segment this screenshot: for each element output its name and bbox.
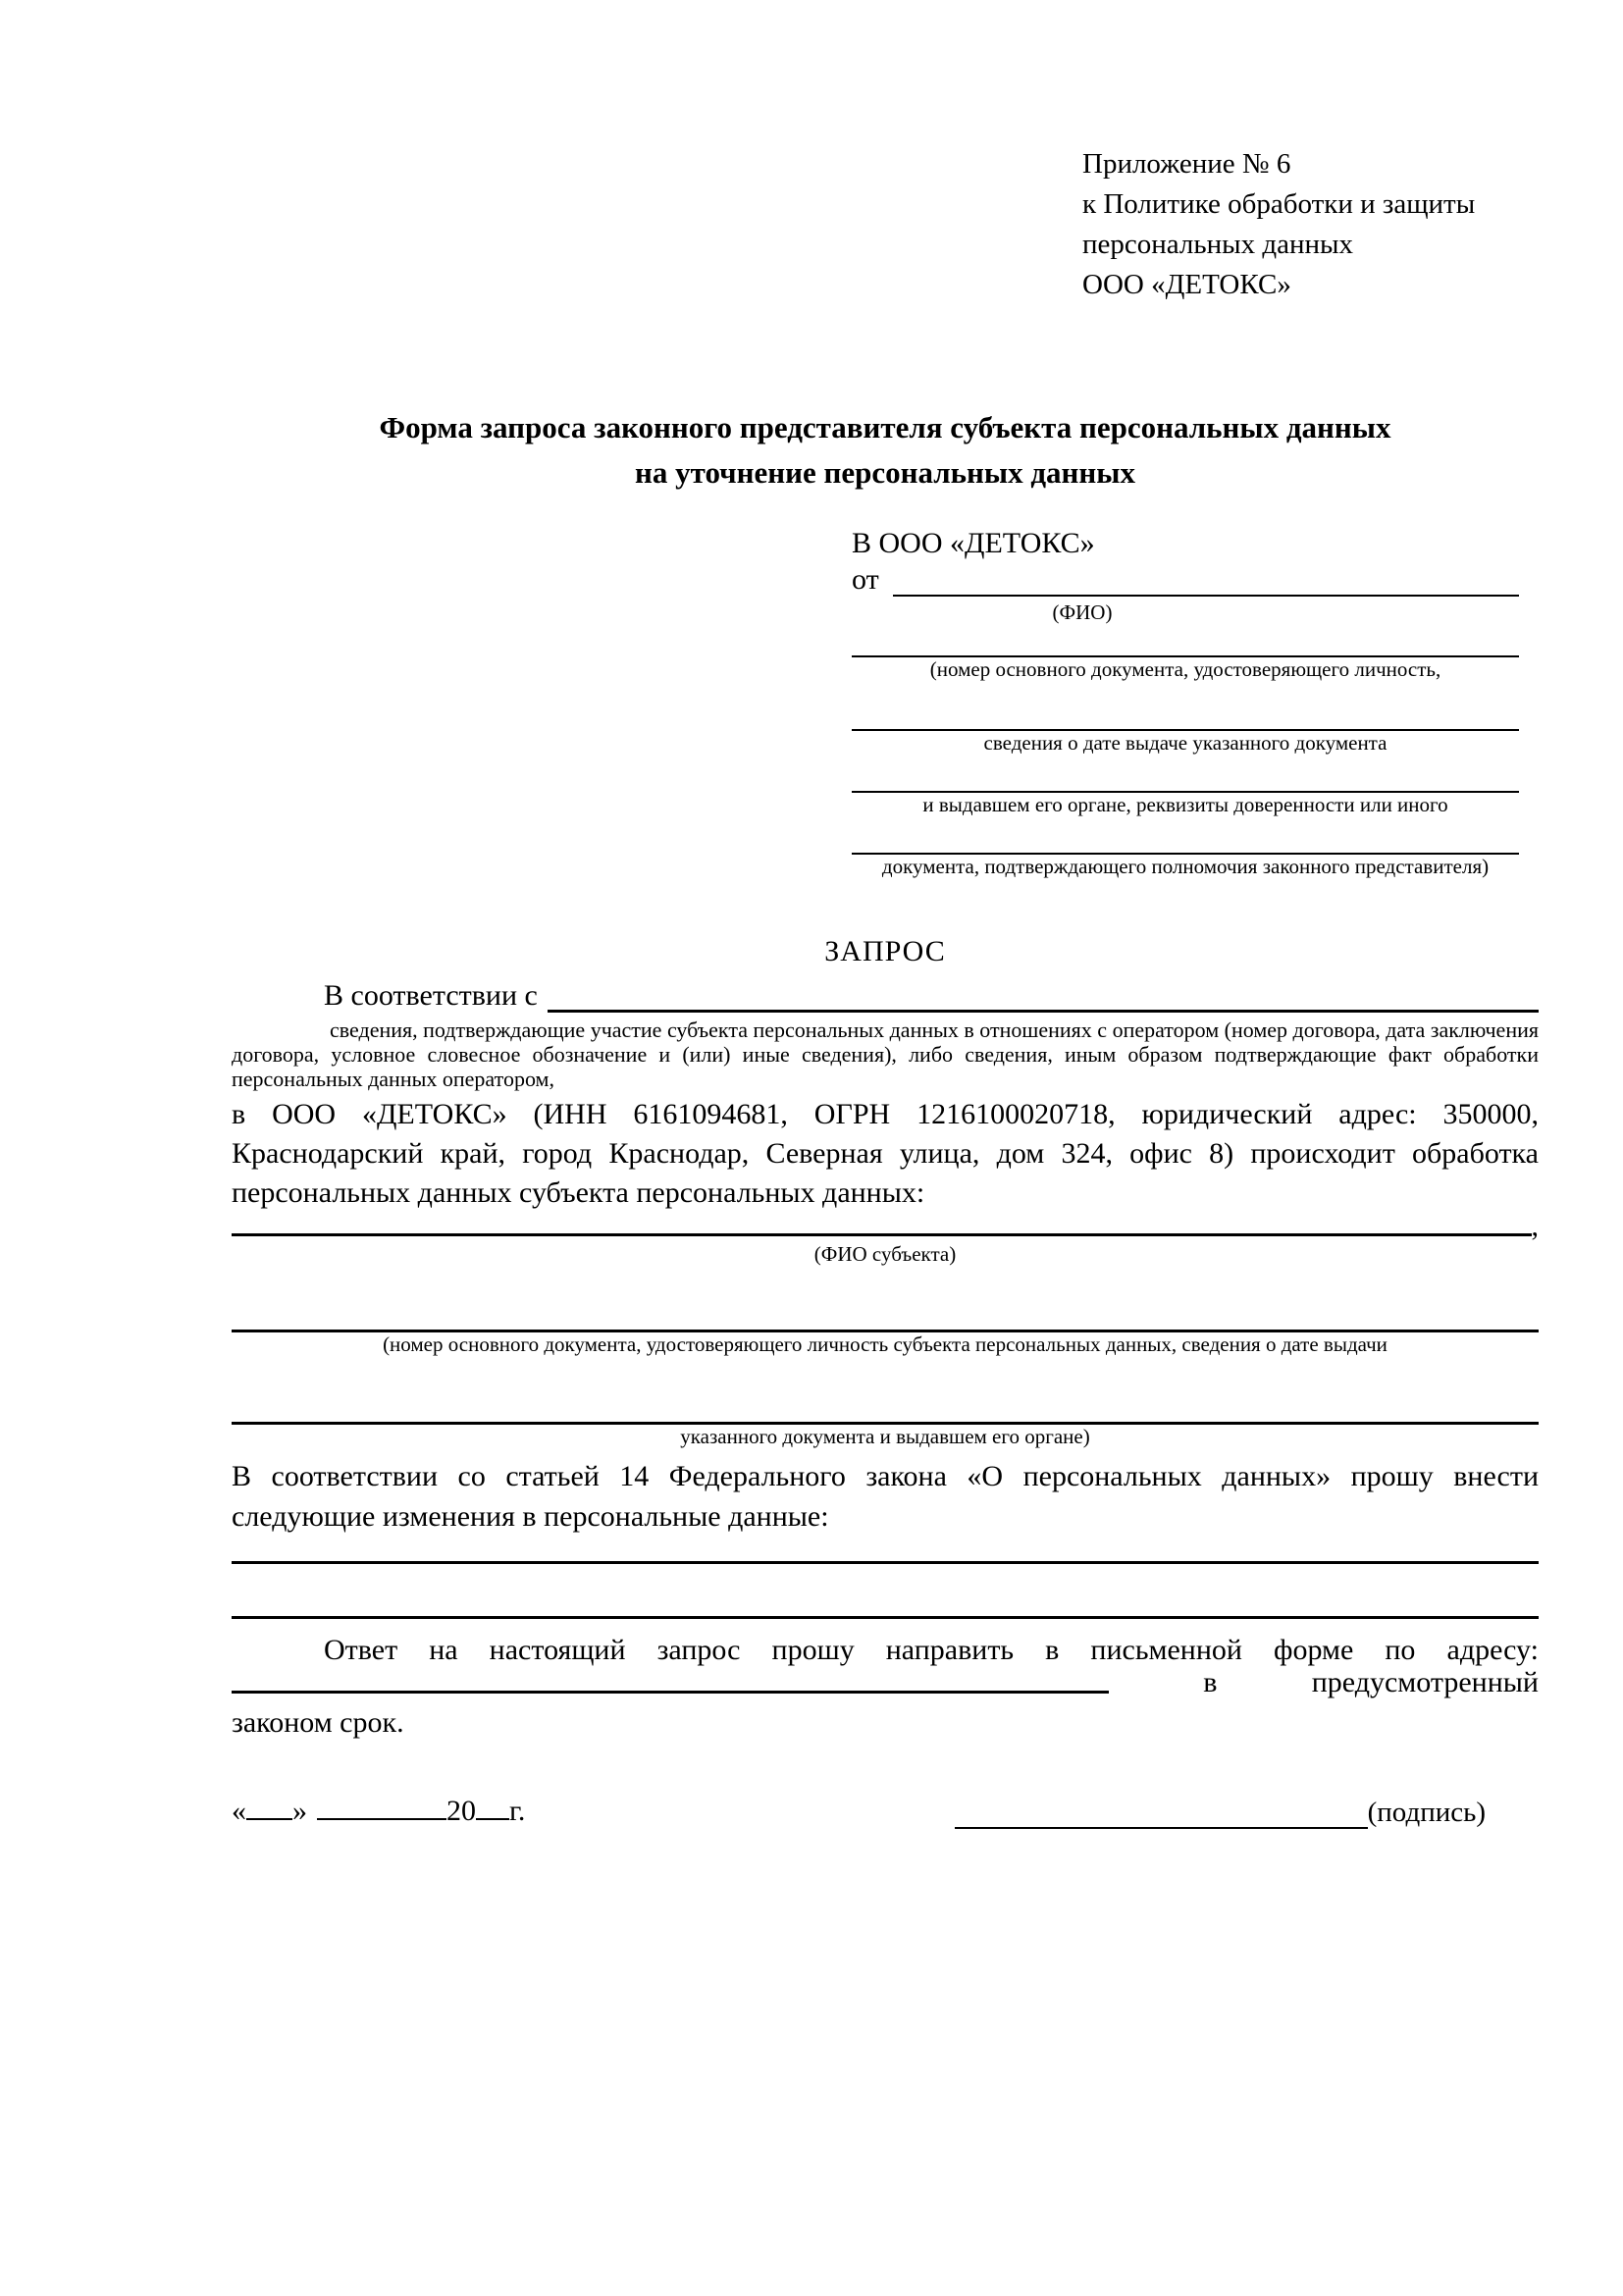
request-heading: ЗАПРОС xyxy=(824,935,946,967)
lead-in-field xyxy=(232,979,1539,1013)
issue-date-field xyxy=(852,704,1519,755)
subject-document-field xyxy=(232,1299,1539,1356)
issuing-authority-field xyxy=(852,765,1519,816)
reply-address-field xyxy=(232,1666,1539,1698)
signature-caption: (подпись) xyxy=(1367,1797,1486,1828)
subject-fio-field xyxy=(232,1210,1539,1242)
operator-paragraph: в ООО «ДЕТОКС» (ИНН 6161094681, ОГРН 1216100020718, юридический адрес: 350000, Краснодарский край, город Краснодар, Северная улица, дом 324, офис 8) происходит обработка персональных данных субъекта персональных данных: xyxy=(232,1098,1539,1209)
document-number-field xyxy=(852,630,1519,681)
document-title-line2: на уточнение персональных данных xyxy=(635,455,1135,490)
blank-line xyxy=(852,827,1519,855)
law-paragraph: В соответствии со статьей 14 Федерального закона «О персональных данных» прошу внести следующие изменения в персональные данные: xyxy=(232,1460,1539,1533)
reply-word: предусмотренный xyxy=(1311,1666,1539,1698)
blank-line xyxy=(232,1299,1539,1332)
subject-document-field-2 xyxy=(232,1391,1539,1448)
blank-line xyxy=(232,1215,1532,1236)
fio-caption: (ФИО) xyxy=(1052,600,1113,624)
addressee-organization: В ООО «ДЕТОКС» xyxy=(852,527,1095,559)
issue-date-caption: сведения о дате выдаче указанного документа xyxy=(983,731,1387,755)
year-suffix: г. xyxy=(509,1795,526,1827)
year-blank xyxy=(476,1795,509,1820)
signature-row xyxy=(232,1794,1539,1829)
blank-line xyxy=(232,1674,1109,1694)
document-title xyxy=(232,405,1539,496)
appendix-header xyxy=(1082,144,1539,305)
authority-document-field xyxy=(852,827,1519,878)
issuing-authority-caption: и выдавшем его органе, реквизиты доверенности или иного xyxy=(922,793,1448,816)
blank-line xyxy=(232,1391,1539,1425)
appendix-header-line: персональных данных xyxy=(1082,229,1354,260)
changes-blank-line xyxy=(232,1537,1539,1564)
from-label: от xyxy=(852,563,879,596)
signature-field xyxy=(955,1796,1486,1829)
blank-line xyxy=(852,630,1519,657)
document-title-line1: Форма запроса законного представителя субъекта персональных данных xyxy=(379,410,1391,444)
changes-blank-line xyxy=(232,1564,1539,1619)
blank-line xyxy=(852,704,1519,731)
from-field xyxy=(852,563,1519,597)
quote-open: « xyxy=(232,1795,246,1827)
reply-address-intro: Ответ на настоящий запрос прошу направить в письменной форме по адресу: xyxy=(324,1634,1539,1666)
subject-document-caption-2: указанного документа и выдавшем его органе) xyxy=(680,1425,1090,1448)
reply-tail-text: законом срок. xyxy=(232,1706,404,1739)
trailing-comma: , xyxy=(1531,1210,1539,1242)
blank-line xyxy=(548,983,1539,1013)
lead-in-footnote: сведения, подтверждающие участие субъекта персональных данных в отношениях с оператором (номер договора, дата заключения договора, условное словесное обозначение и (или) иные сведения), либо сведения, иным образом подтверждающие факт обработки персональных данных оператором, xyxy=(232,1018,1539,1091)
appendix-header-line: к Политике обработки и защиты xyxy=(1082,188,1476,220)
date-field xyxy=(232,1794,525,1829)
lead-in-label: В соответствии с xyxy=(324,979,538,1012)
appendix-header-line: ООО «ДЕТОКС» xyxy=(1082,269,1291,300)
from-blank-line xyxy=(893,565,1519,597)
reply-word: в xyxy=(1203,1666,1218,1698)
document-number-caption: (номер основного документа, удостоверяющего личность, xyxy=(929,657,1441,681)
addressee-block xyxy=(852,526,1519,878)
quote-close: » xyxy=(292,1795,307,1827)
authority-document-caption: документа, подтверждающего полномочия законного представителя) xyxy=(881,855,1490,878)
year-prefix: 20 xyxy=(446,1795,476,1827)
blank-line xyxy=(852,765,1519,793)
month-blank xyxy=(317,1795,446,1820)
day-blank xyxy=(246,1795,292,1820)
appendix-header-line: Приложение № 6 xyxy=(1082,148,1291,180)
signature-blank-line xyxy=(955,1803,1368,1829)
subject-fio-caption: (ФИО субъекта) xyxy=(813,1242,957,1266)
subject-document-caption: (номер основного документа, удостоверяющего личность субъекта персональных данных, сведения о дате выдачи xyxy=(383,1332,1387,1356)
